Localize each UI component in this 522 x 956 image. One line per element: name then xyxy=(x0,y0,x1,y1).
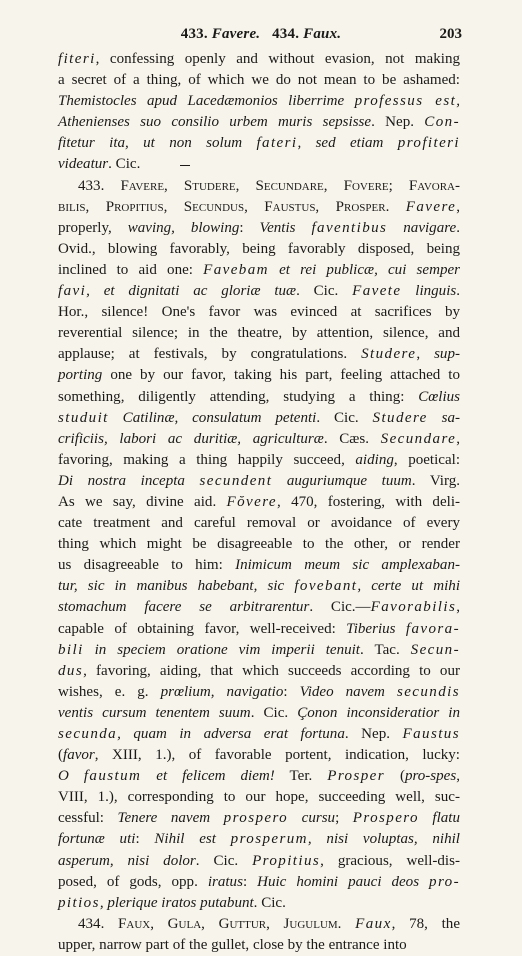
text-run: et felicem diem! xyxy=(141,768,275,785)
text-run: professus est xyxy=(354,93,457,110)
text-line xyxy=(58,239,460,260)
text-run: prœlium, navigatio xyxy=(160,683,284,700)
text-run: , nisi voluptas, nihil xyxy=(307,831,460,848)
text-run: profiteri xyxy=(397,135,460,152)
text-run: ventis cursum tenentem suum xyxy=(58,704,251,721)
text-run: thing which might be disagreeable to the other, or render xyxy=(58,536,460,553)
text-run: fateri xyxy=(256,135,298,152)
text-run: ; xyxy=(335,810,353,827)
text-line xyxy=(58,682,460,703)
text-line xyxy=(58,365,460,386)
text-run: stomachum facere se arbitrarentur xyxy=(58,599,310,616)
text-line xyxy=(58,154,460,175)
text-run: . Cic. xyxy=(296,283,353,300)
text-line xyxy=(58,576,460,597)
text-line xyxy=(58,91,460,112)
text-run: something, diligently attending, studying a thing: xyxy=(58,388,419,405)
text-run: Con- xyxy=(424,114,460,131)
page-number: 203 xyxy=(439,26,462,42)
text-run: us disagreeable to him: xyxy=(58,557,236,574)
text-line xyxy=(58,344,460,365)
text-run: Ventis xyxy=(259,219,312,236)
text-run: bili xyxy=(58,641,84,658)
text-line xyxy=(58,640,460,661)
text-line xyxy=(58,808,460,829)
text-run: Propitius xyxy=(252,852,321,869)
text-run: Athenienses suo consilio urbem muris sepsisse xyxy=(58,114,372,131)
text-run: Catilinæ, consulatum petenti xyxy=(108,409,317,426)
text-run: properly, xyxy=(58,219,128,236)
text-run: . Cic. xyxy=(195,852,253,869)
text-line xyxy=(58,513,460,534)
text-run: , XIII, 1.), of favorable portent, indication, lucky: xyxy=(94,747,460,764)
text-line xyxy=(58,829,460,850)
text-run: et rei publicæ, cui semper xyxy=(268,261,460,278)
text-run: , 470, fostering, with deli- xyxy=(277,493,461,510)
text-run: As we say, divine aid. xyxy=(58,493,227,510)
text-run: , et dignitati ac gloriæ tuæ xyxy=(86,283,297,300)
text-run: sup- xyxy=(434,346,460,363)
text-run: reverential silence; in the theatre, by attention, silence, and xyxy=(58,325,460,342)
text-run: prospero xyxy=(223,810,289,827)
text-run: fitetur ita, ut non solum xyxy=(58,135,257,152)
text-run: in speciem oratione vim imperii tenuit xyxy=(83,641,360,658)
text-run: Faux xyxy=(355,915,392,932)
body-text xyxy=(58,49,460,956)
text-line xyxy=(58,450,460,471)
text-run: , poetical: xyxy=(393,451,461,468)
text-run xyxy=(341,916,355,932)
text-run: fortunæ uti xyxy=(58,831,136,848)
text-run: : xyxy=(135,831,155,848)
running-header xyxy=(60,26,462,44)
text-run: : xyxy=(239,219,260,236)
text-run: : xyxy=(283,683,300,700)
text-run xyxy=(389,199,405,215)
text-run: Cœlius xyxy=(418,388,460,405)
text-run: secundis xyxy=(396,683,460,700)
text-run: cessful: xyxy=(58,810,118,827)
text-run: sa- xyxy=(427,409,460,426)
text-run: , xyxy=(456,599,460,616)
text-run: Video navem xyxy=(299,683,397,700)
text-run: ( xyxy=(58,747,64,764)
text-run: , sed etiam xyxy=(297,135,398,152)
text-line xyxy=(58,197,460,218)
text-line xyxy=(58,766,460,787)
text-run: ( xyxy=(384,768,405,785)
text-line xyxy=(58,70,460,91)
text-run: secundent xyxy=(199,472,273,489)
text-run: . Cæs. xyxy=(323,430,381,447)
text-run: , xyxy=(416,346,435,363)
text-run: wishes, e. g. xyxy=(58,683,161,700)
text-run: , plerique iratos putabunt xyxy=(99,894,254,911)
text-run: porting xyxy=(58,367,103,384)
text-line xyxy=(58,387,460,408)
text-run: , xyxy=(456,768,460,785)
text-run: Tiberius xyxy=(346,620,406,637)
text-run: navigare xyxy=(387,219,457,236)
text-run: prosperum xyxy=(230,831,308,848)
text-run: Hor., silence! One's favor was evinced at sacrifices by xyxy=(58,304,460,321)
text-run: a secret of a thing, of which we do not mean to be ashamed: xyxy=(58,72,460,89)
text-run: Fŏvere xyxy=(226,493,277,510)
text-line xyxy=(58,893,460,914)
text-run: O xyxy=(58,768,84,785)
text-line xyxy=(58,176,460,197)
text-line xyxy=(58,471,460,492)
text-run: Ovid., blowing favorably, being favorably disposed, being xyxy=(58,240,460,257)
text-run: 433. xyxy=(78,177,121,194)
text-line xyxy=(58,260,460,281)
text-run: favoring, making a thing happily succeed, xyxy=(58,451,356,468)
text-run: . Cic. xyxy=(253,894,286,911)
text-line xyxy=(58,112,460,133)
text-run: . xyxy=(456,283,461,300)
text-run: , 78, the xyxy=(391,915,460,932)
text-run: Secundare xyxy=(380,430,457,447)
text-run: 434. xyxy=(78,915,119,932)
text-run: Prospero xyxy=(352,810,419,827)
running-title xyxy=(60,26,462,43)
text-run: . Tac. xyxy=(360,641,411,658)
text-run: Faustus xyxy=(402,726,460,742)
text-run: Huic homini pauci deos xyxy=(257,873,430,890)
text-run: upper, narrow part of the gullet, close by the entrance into xyxy=(58,936,407,953)
text-line xyxy=(58,935,460,956)
text-run: pro-spes xyxy=(404,768,457,785)
text-run: Favete xyxy=(352,283,402,300)
text-run: Secun- xyxy=(410,641,460,658)
text-run: Faux, Gula, Guttur, Jugulum. xyxy=(118,915,342,932)
text-run: Inimicum meum sic amplexaban- xyxy=(235,557,460,574)
text-run: . Cic. xyxy=(108,156,141,173)
text-run: faustum xyxy=(83,768,142,785)
text-run: tur, sic in manibus habebant, sic xyxy=(58,578,295,595)
text-run: , xyxy=(456,430,460,447)
text-run: capable of obtaining favor, well-received: xyxy=(58,620,347,637)
text-line xyxy=(58,851,460,872)
text-line xyxy=(58,408,460,429)
dash-rule xyxy=(180,165,190,166)
text-run: Favere xyxy=(405,198,457,215)
text-run: flatu xyxy=(418,810,461,827)
text-run: cate treatment and careful removal or avoidance of every xyxy=(58,515,460,532)
text-run: . Virg. xyxy=(411,472,460,489)
text-run: Favorabilis xyxy=(370,599,457,616)
text-run: videatur xyxy=(58,156,109,173)
text-run: . Cic. xyxy=(250,704,298,721)
text-run: linguis xyxy=(401,283,457,300)
text-run: crificiis, labori ac duritiæ, agriculturæ xyxy=(58,430,324,447)
section-number-left: 433. xyxy=(180,26,208,42)
text-run: pitios xyxy=(58,894,100,911)
text-run: faventibus xyxy=(311,219,388,236)
text-run: Favere, Studere, Secundare, Fovere; Favora- xyxy=(120,177,461,194)
text-run: dus xyxy=(58,662,84,679)
text-run: fovebant xyxy=(294,578,358,595)
text-line xyxy=(58,323,460,344)
text-run: iratus xyxy=(207,873,243,890)
text-line xyxy=(58,429,460,450)
text-line xyxy=(58,218,460,239)
text-line xyxy=(58,872,460,893)
text-run: Studere xyxy=(361,346,417,363)
text-run: favora- xyxy=(405,620,460,637)
text-run: , certe ut mihi xyxy=(357,578,460,595)
text-line xyxy=(58,492,460,513)
text-run: secunda xyxy=(58,726,118,742)
text-run: Çonon inconsideratior in xyxy=(297,704,461,721)
text-run: waving, blowing xyxy=(127,219,240,236)
text-line xyxy=(58,302,460,323)
text-run: fiteri xyxy=(58,51,96,67)
text-run: : xyxy=(242,873,258,890)
text-run: , confessing openly and without evasion, not making xyxy=(95,51,460,67)
text-run: one by our favor, taking his part, feeling attached to xyxy=(102,367,460,384)
text-run: studuit xyxy=(58,409,109,426)
text-line xyxy=(58,661,460,682)
text-line xyxy=(58,133,460,154)
text-run: , gracious, well-dis- xyxy=(320,852,460,869)
text-run: posed, of gods, opp. xyxy=(58,873,208,890)
text-run: applause; at festivals, by congratulations. xyxy=(58,346,362,363)
text-line xyxy=(58,703,460,724)
text-run: , xyxy=(456,198,460,215)
text-run: Ter. xyxy=(274,768,328,785)
text-run: Di nostra incepta xyxy=(58,472,200,489)
text-line xyxy=(58,619,460,640)
text-run: Tenere navem xyxy=(117,810,224,827)
text-line xyxy=(58,745,460,766)
text-line xyxy=(58,724,460,745)
text-run: auguriumque tuum xyxy=(272,472,412,489)
text-run: inclined to aid one: xyxy=(58,261,204,278)
text-run: . Cic.— xyxy=(309,599,371,616)
text-line xyxy=(58,49,460,70)
text-run: favi xyxy=(58,283,87,300)
text-run: . Cic. xyxy=(316,409,373,426)
headword-right: Faux. xyxy=(303,26,342,42)
text-run: , quam in adversa erat fortuna xyxy=(117,726,345,742)
text-run: Themistocles apud Lacedæmonios liberrime xyxy=(58,93,355,110)
text-run: , xyxy=(456,93,460,110)
headword-left: Favere. xyxy=(211,26,261,42)
text-run: Studere xyxy=(372,409,428,426)
text-run: aiding xyxy=(355,451,394,468)
text-line xyxy=(58,787,460,808)
text-run: Nihil est xyxy=(154,831,231,848)
text-run: cursu xyxy=(288,810,336,827)
text-run: Prosper xyxy=(327,768,385,785)
text-run: bilis, Propitius, Secundus, Faustus, Prosper. xyxy=(58,198,390,215)
text-run: . xyxy=(456,219,460,236)
text-line xyxy=(58,597,460,618)
section-number-right: 434. xyxy=(272,26,300,42)
text-run: , favoring, aiding, that which succeeds according to our xyxy=(83,662,460,679)
text-line xyxy=(58,534,460,555)
text-run: VIII, 1.), corresponding to our hope, succeeding well, suc- xyxy=(58,789,460,806)
text-line xyxy=(58,914,460,935)
text-line xyxy=(58,281,460,302)
text-run: Favebam xyxy=(203,261,269,278)
text-run: . Nep. xyxy=(344,726,403,742)
text-run: . Nep. xyxy=(371,114,425,131)
text-run: favor xyxy=(63,747,95,764)
text-run: pro- xyxy=(429,873,460,890)
text-line xyxy=(58,555,460,576)
text-run: asperum, nisi dolor xyxy=(58,852,196,869)
